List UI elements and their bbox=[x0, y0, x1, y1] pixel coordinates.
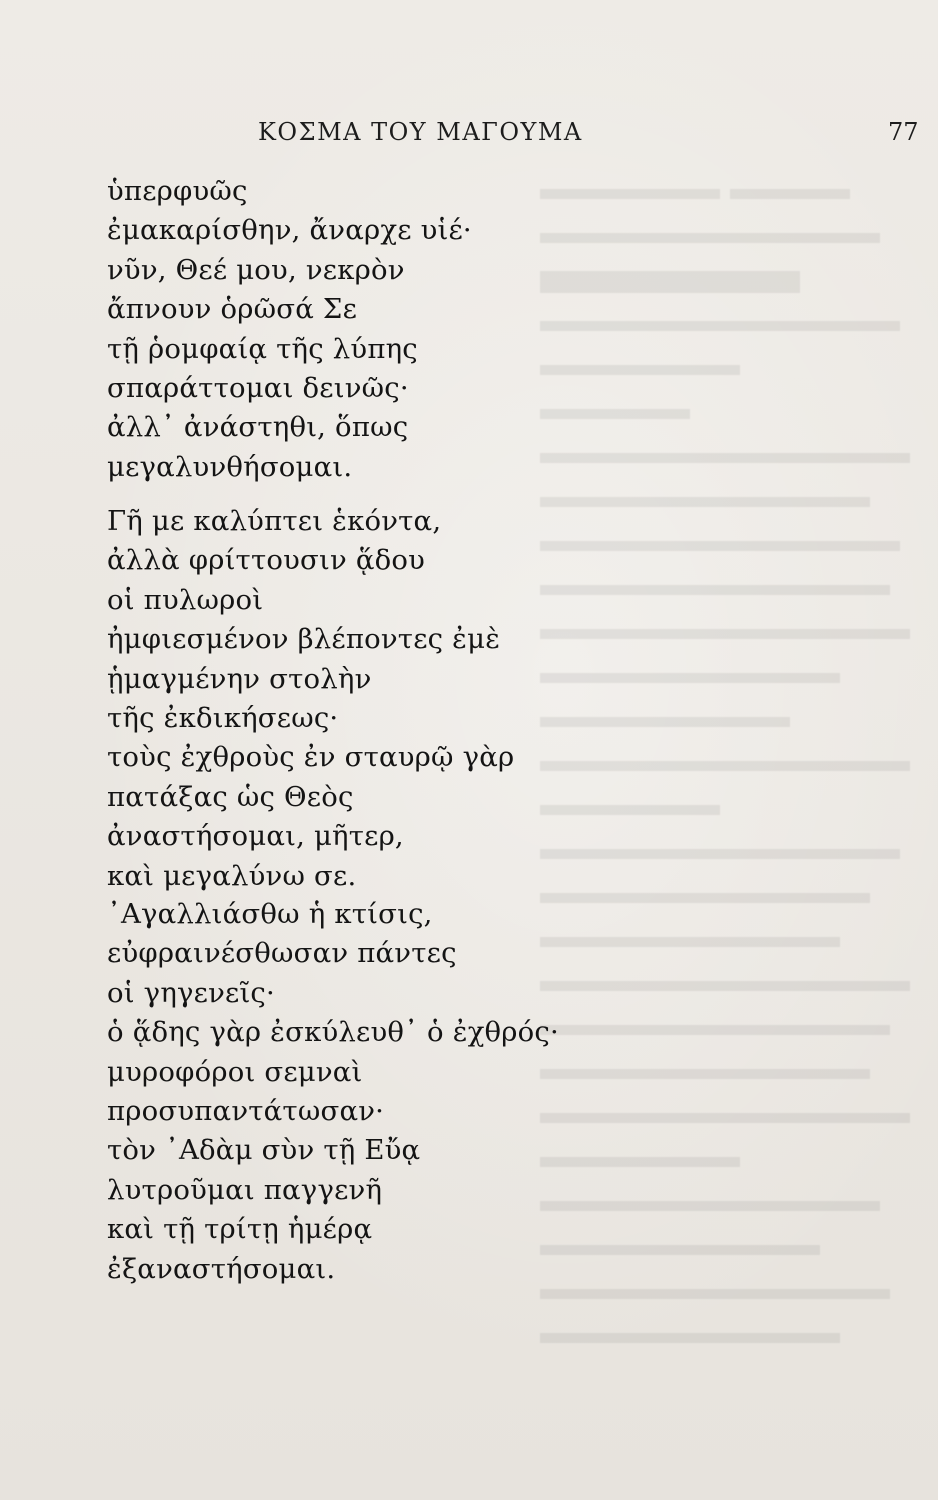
page-number: 77 bbox=[888, 118, 919, 146]
verse-line: νῦν, Θεέ μου, νεκρὸν bbox=[107, 253, 405, 286]
verse-line: μεγαλυνθήσομαι. bbox=[107, 450, 353, 483]
verse-line: ἀλλ᾽ ἀνάστηθι, ὅπως bbox=[107, 411, 409, 444]
page-header-title: ΚΟΣΜΑ ΤΟΥ ΜΑΓΟΥΜΑ bbox=[258, 118, 583, 146]
verse-line: ᾑμαγμένην στολὴν bbox=[107, 662, 372, 695]
verse-line: μυροφόροι σεμναὶ bbox=[107, 1055, 363, 1088]
verse-line: ὑπερφυῶς bbox=[107, 175, 248, 207]
verse-line: οἱ πυλωροὶ bbox=[107, 583, 264, 616]
verse-line: προσυπαντάτωσαν· bbox=[107, 1094, 385, 1127]
stanza-2 bbox=[107, 502, 514, 896]
verse-line: τῆς ἐκδικήσεως· bbox=[107, 701, 339, 734]
running-head bbox=[0, 118, 938, 158]
verse-line: σπαράττομαι δεινῶς· bbox=[107, 371, 409, 404]
verse-line: πατάξας ὡς Θεὸς bbox=[107, 780, 354, 813]
verse-line: ἀλλὰ φρίττουσιν ᾅδου bbox=[107, 544, 426, 577]
verse-line: εὐφραινέσθωσαν πάντες bbox=[107, 937, 457, 970]
verse-line: καὶ μεγαλύνω σε. bbox=[107, 859, 357, 892]
verse-line: ἐμακαρίσθην, ἄναρχε υἱέ· bbox=[107, 214, 472, 247]
verse-line: τοὺς ἐχθροὺς ἐν σταυρῷ γὰρ bbox=[107, 741, 515, 774]
verse-line: ὁ ᾅδης γὰρ ἐσκύλευθ᾽ ὁ ἐχθρός· bbox=[107, 1016, 559, 1049]
verse-line: καὶ τῇ τρίτῃ ἡμέρᾳ bbox=[107, 1213, 373, 1246]
verse-line: λυτροῦμαι παγγενῆ bbox=[107, 1173, 383, 1206]
verse-line: ᾿Αγαλλιάσθω ἡ κτίσις, bbox=[107, 898, 433, 930]
bleed-through-shadow bbox=[540, 170, 930, 1370]
stanza-3 bbox=[107, 895, 559, 1289]
verse-line: τῇ ῥομφαίᾳ τῆς λύπης bbox=[107, 332, 418, 365]
verse-line: ἐξαναστήσομαι. bbox=[107, 1252, 336, 1285]
verse-line: Γῆ με καλύπτει ἑκόντα, bbox=[107, 505, 442, 537]
stanza-1 bbox=[107, 172, 472, 487]
verse-line: ἀναστήσομαι, μῆτερ, bbox=[107, 820, 404, 853]
verse-line: ἄπνουν ὁρῶσά Σε bbox=[107, 293, 358, 326]
verse-line: τὸν ᾿Αδὰμ σὺν τῇ Εὔᾳ bbox=[107, 1134, 421, 1167]
verse-line: οἱ γηγενεῖς· bbox=[107, 976, 275, 1009]
verse-line: ἠμφιεσμένον βλέποντες ἐμὲ bbox=[107, 623, 501, 656]
